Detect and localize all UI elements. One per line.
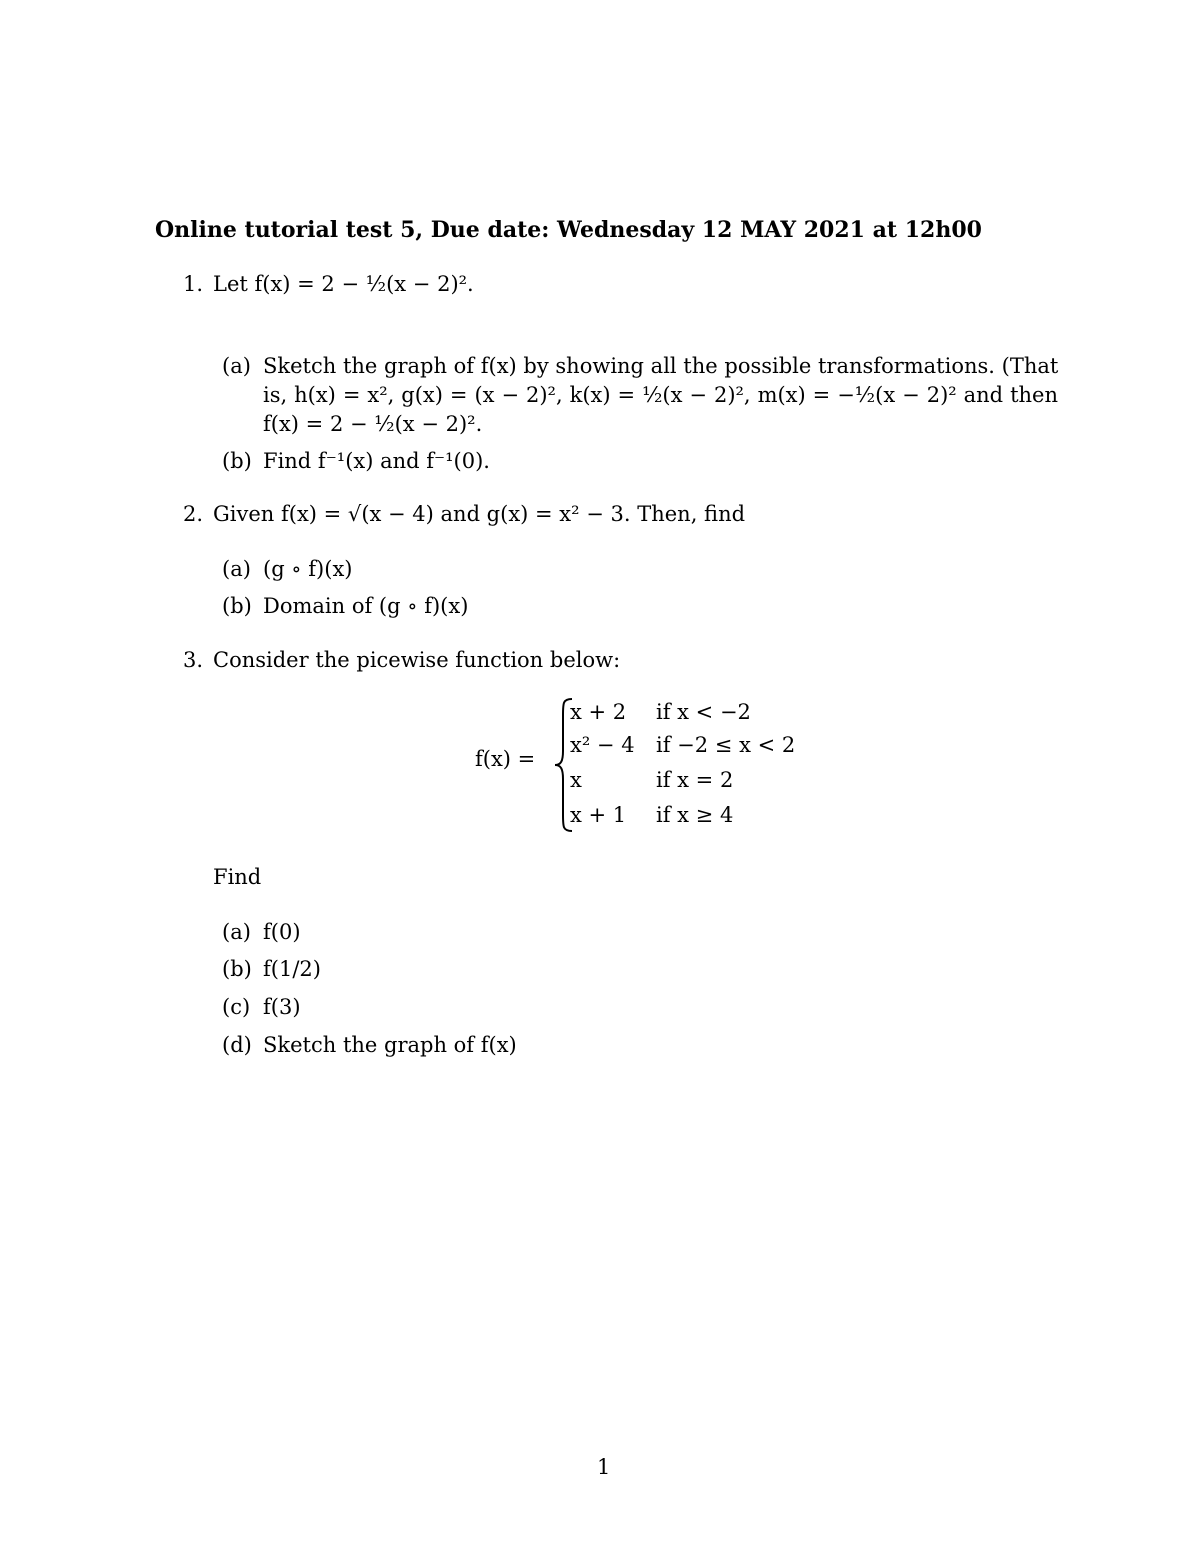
q3-d-text: Sketch the graph of f(x) [263, 1033, 517, 1057]
case-expr-4: x + 1 [570, 803, 627, 827]
case-cond-1: if x < −2 [656, 700, 751, 724]
q3-text: Consider the picewise function below: [213, 648, 621, 672]
q3-find: Find [213, 865, 262, 889]
q3-c-text: f(3) [263, 995, 301, 1019]
q3-d-label: (d) [222, 1033, 252, 1057]
q1-b-label: (b) [222, 449, 252, 473]
case-cond-2: if −2 ≤ x < 2 [656, 733, 796, 757]
q1-a-text-line3: f(x) = 2 − ½(x − 2)². [263, 412, 483, 436]
page-number: 1 [597, 1455, 611, 1479]
q3-b-text: f(1/2) [263, 957, 321, 981]
q2-a-label: (a) [222, 557, 251, 581]
piecewise-function [470, 695, 810, 835]
q2-number: 2. [183, 502, 204, 526]
q1-number: 1. [183, 272, 204, 296]
case-cond-3: if x = 2 [656, 768, 734, 792]
q2-a-text: (g ∘ f)(x) [263, 557, 353, 581]
q1-a-label: (a) [222, 354, 251, 378]
q3-b-label: (b) [222, 957, 252, 981]
q3-a-label: (a) [222, 920, 251, 944]
case-cond-4: if x ≥ 4 [656, 803, 734, 827]
q1-text: Let f(x) = 2 − ½(x − 2)². [213, 272, 474, 296]
q3-a-text: f(0) [263, 920, 301, 944]
q2-b-text: Domain of (g ∘ f)(x) [263, 594, 469, 618]
q3-c-label: (c) [222, 995, 251, 1019]
q1-a-text-line1: Sketch the graph of f(x) by showing all the possible transformations. (That [263, 354, 1059, 378]
case-expr-1: x + 2 [570, 700, 627, 724]
q2-text: Given f(x) = √(x − 4) and g(x) = x² − 3. Then, find [213, 502, 746, 526]
page-title: Online tutorial test 5, Due date: Wednesday 12 MAY 2021 at 12h00 [155, 217, 982, 243]
case-expr-3: x [570, 768, 582, 792]
case-expr-2: x² − 4 [570, 733, 635, 757]
q1-b-text: Find f⁻¹(x) and f⁻¹(0). [263, 449, 490, 473]
q3-number: 3. [183, 648, 204, 672]
q1-a-text-line2: is, h(x) = x², g(x) = (x − 2)², k(x) = ½(x − 2)², m(x) = −½(x − 2)² and then [263, 383, 1058, 407]
q2-b-label: (b) [222, 594, 252, 618]
piecewise-lhs: f(x) = [475, 747, 536, 771]
